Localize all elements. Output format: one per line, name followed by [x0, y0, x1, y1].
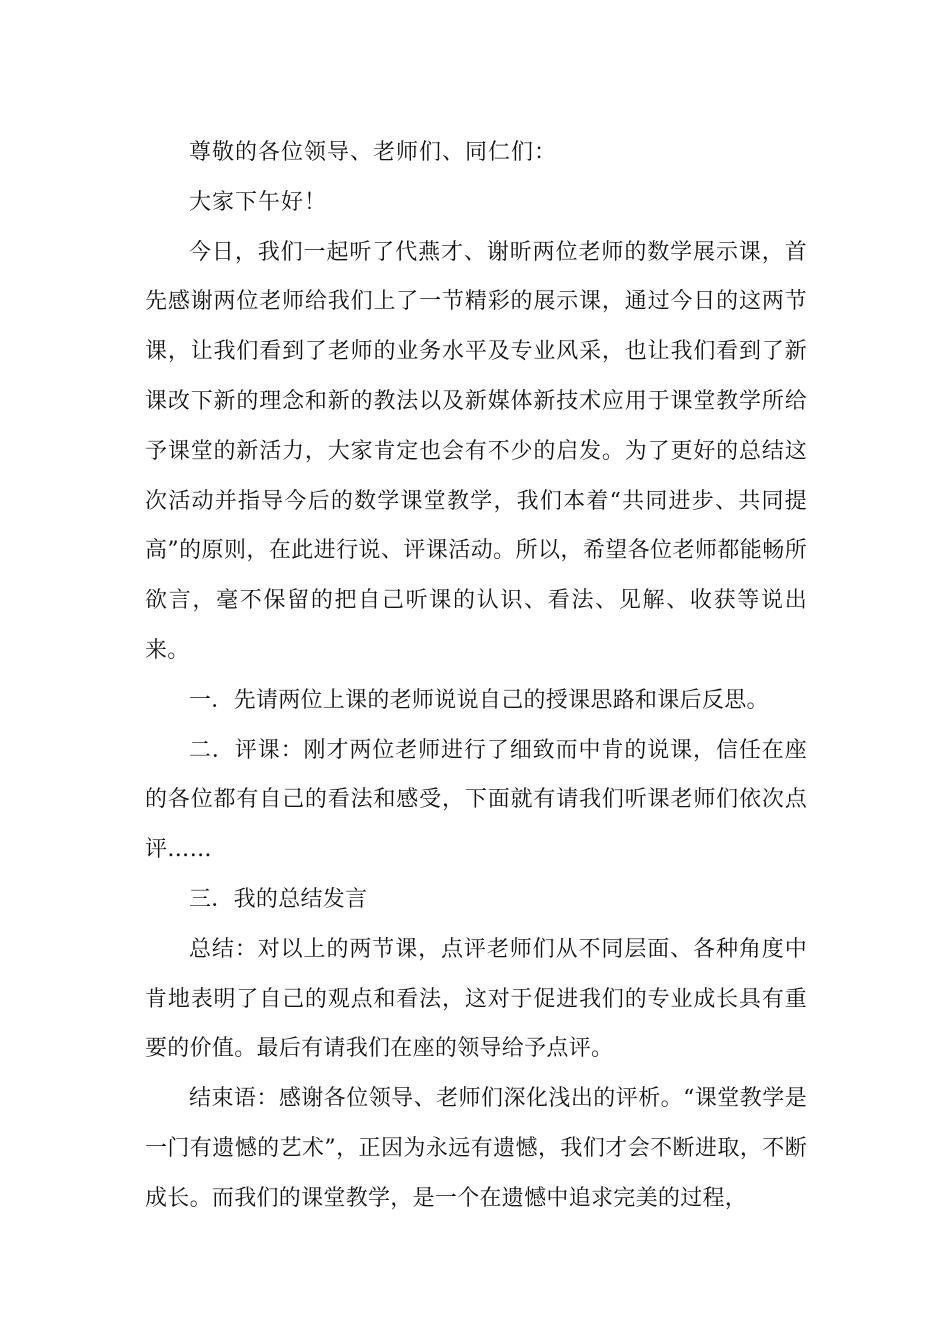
closing-paragraph: 结束语：感谢各位领导、老师们深化浅出的评析。“课堂教学是一门有遗憾的艺术”，正因为永远有遗憾，我们才会不断进取，不断成长。而我们的课堂教学，是一个在遗憾中追求完美的过程， [145, 1086, 807, 1211]
step-two: 二．评课：刚才两位老师进行了细致而中肯的说课，信任在座的各位都有自己的看法和感受，下面就有请我们听课老师们依次点评…… [145, 737, 807, 863]
document-body [145, 128, 807, 1224]
step-three: 三．我的总结发言 [189, 886, 368, 912]
greeting: 大家下午好！ [189, 189, 328, 215]
summary-paragraph: 总结：对以上的两节课，点评老师们从不同层面、各种角度中肯地表明了自己的观点和看法，这对于促进我们的专业成长具有重要的价值。最后有请我们在座的领导给予点评。 [145, 936, 807, 1062]
step-one: 一．先请两位上课的老师说说自己的授课思路和课后反思。 [189, 687, 769, 713]
intro-paragraph: 今日，我们一起听了代燕才、谢昕两位老师的数学展示课，首先感谢两位老师给我们上了一节精彩的展示课，通过今日的这两节课，让我们看到了老师的业务水平及专业风采，也让我们看到了新课改下新的理念和新的教法以及新媒体新技术应用于课堂教学所给予课堂的新活力，大家肯定也会有不少的启发。为了更好的总结这次活动并指导今后的数学课堂教学，我们本着“共同进步、共同提高”的原则，在此进行说、评课活动。所以，希望各位老师都能畅所欲言，毫不保留的把自己听课的认识、看法、见解、收获等说出来。 [145, 239, 807, 663]
salutation: 尊敬的各位领导、老师们、同仁们： [189, 140, 558, 165]
